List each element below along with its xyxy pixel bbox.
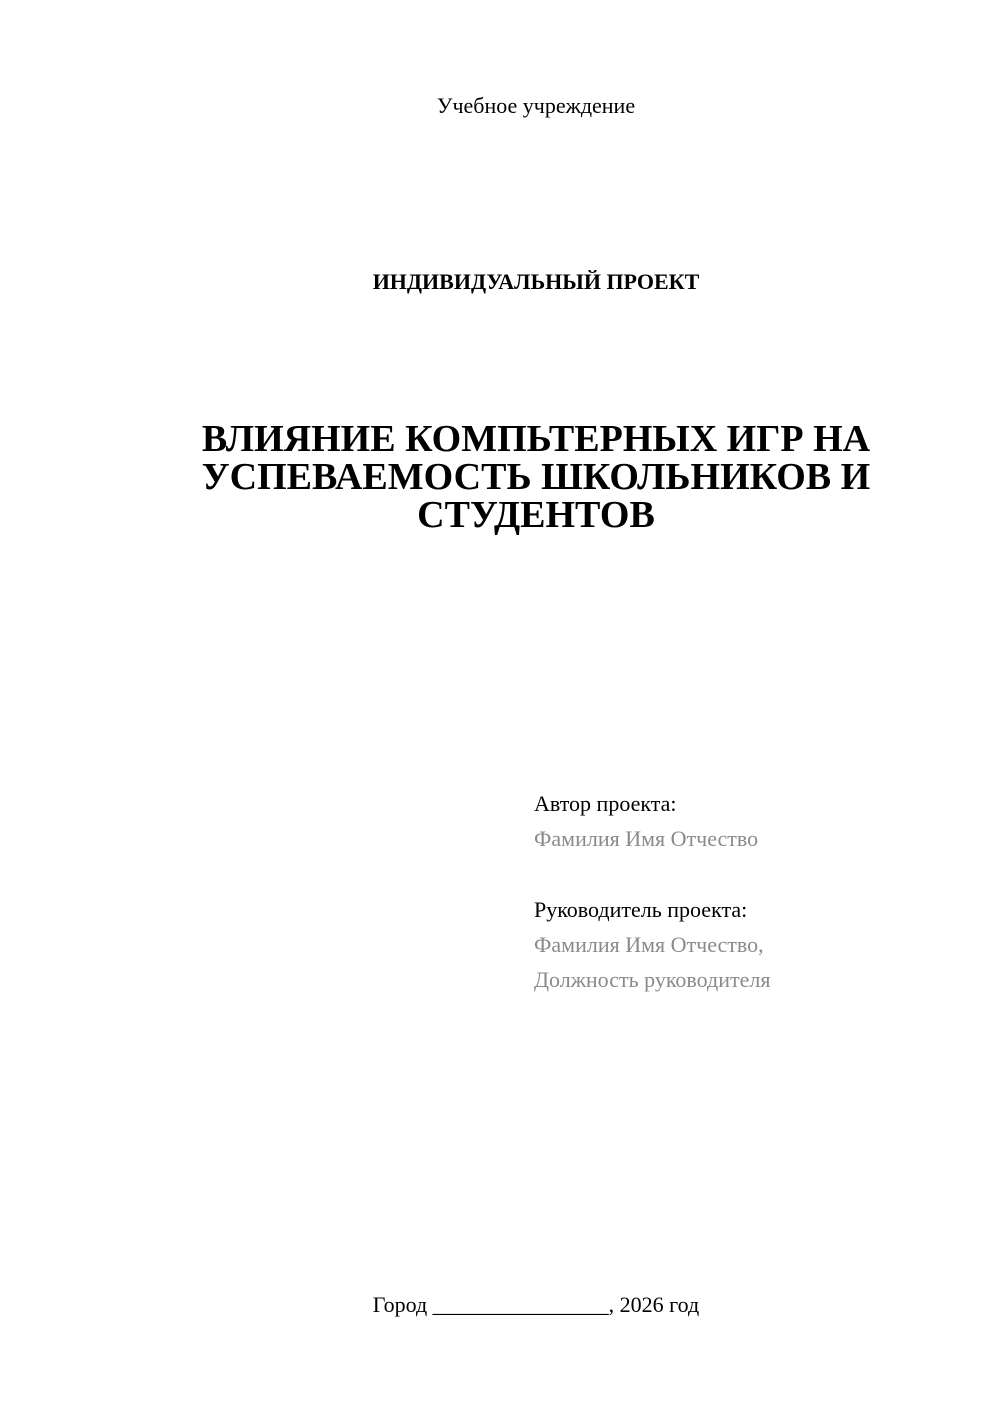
supervisor-block — [534, 892, 974, 997]
institution-name: Учебное учреждение — [436, 93, 636, 118]
project-title — [160, 420, 912, 534]
supervisor-position: Должность руководителя — [534, 967, 771, 992]
supervisor-label: Руководитель проекта: — [534, 897, 748, 922]
author-block — [534, 786, 974, 856]
project-title-line: ВЛИЯНИЕ КОМПЬТЕРНЫХ ИГР НА — [201, 418, 871, 460]
project-title-line: УСПЕВАЕМОСТЬ ШКОЛЬНИКОВ И — [201, 456, 871, 498]
project-title-line: СТУДЕНТОВ — [417, 494, 655, 536]
author-label: Автор проекта: — [534, 791, 677, 816]
city-year-line: Город ________________, 2026 год — [372, 1292, 700, 1317]
author-name: Фамилия Имя Отчество — [534, 826, 759, 851]
supervisor-name: Фамилия Имя Отчество, — [534, 932, 764, 957]
project-type: ИНДИВИДУАЛЬНЫЙ ПРОЕКТ — [372, 269, 700, 294]
